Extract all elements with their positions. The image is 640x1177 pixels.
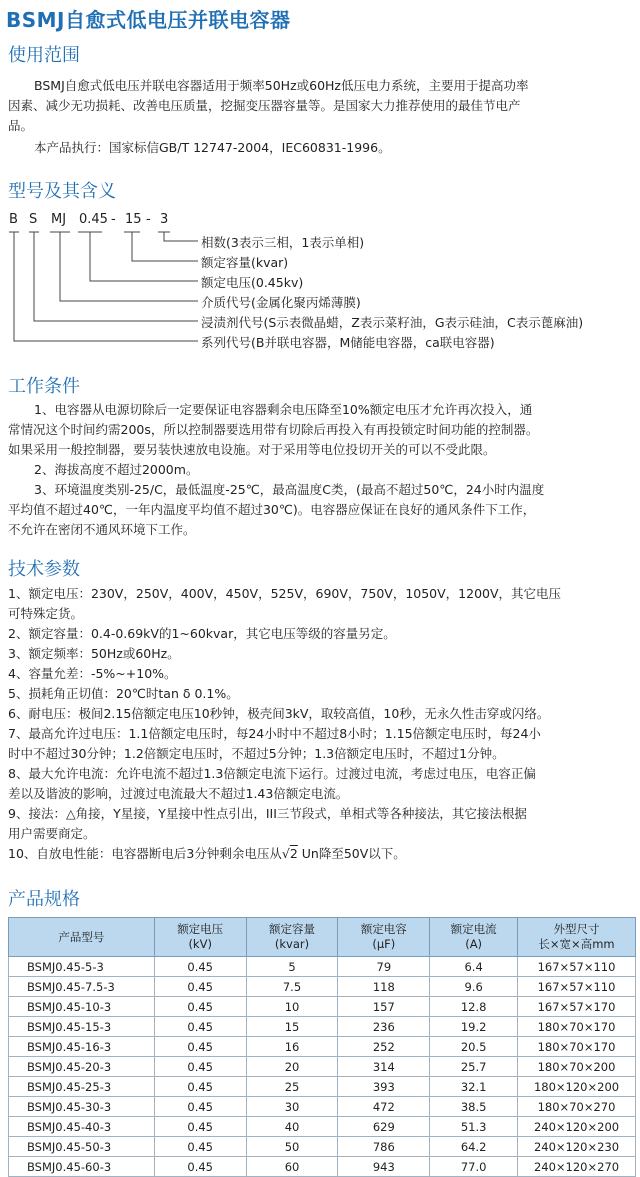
cell-voltage: 0.45 <box>154 1097 246 1117</box>
cell-current: 25.7 <box>430 1057 518 1077</box>
cell-dimensions: 240×120×270 <box>518 1157 636 1177</box>
tech-line-10 <box>8 844 636 864</box>
table-row <box>9 977 636 997</box>
cell-capacitance: 629 <box>338 1117 430 1137</box>
code-part-phase: 3 <box>160 212 169 227</box>
cell-voltage: 0.45 <box>154 1137 246 1157</box>
cell-dimensions: 240×120×200 <box>518 1117 636 1137</box>
cell-model: BSMJ0.45-10-3 <box>9 997 155 1017</box>
conditions-line: 1、电容器从电源切除后一定要保证电容器剩余电压降至10%额定电压才允许再次投入，通 <box>34 402 533 417</box>
conditions-line: 平均值不超过40℃，一年内温度平均值不超过30℃)。电容器应保证在良好的通风条件下工作， <box>8 502 536 517</box>
cell-current: 12.8 <box>430 997 518 1017</box>
header-current-label: 额定电流 <box>450 922 497 936</box>
header-dimensions-label: 外型尺寸 <box>553 922 600 936</box>
header-voltage <box>154 918 246 957</box>
cell-capacity: 30 <box>246 1097 338 1117</box>
table-row <box>9 1057 636 1077</box>
cell-capacitance: 252 <box>338 1037 430 1057</box>
cell-capacitance: 157 <box>338 997 430 1017</box>
usage-line: BSMJ自愈式低电压并联电容器适用于频率50Hz或60Hz低压电力系统，主要用于提高功率 <box>34 78 529 93</box>
header-dimensions-unit: 长×宽×高mm <box>538 937 615 951</box>
cell-voltage: 0.45 <box>154 957 246 977</box>
cell-dimensions: 240×120×230 <box>518 1137 636 1157</box>
cell-capacitance: 786 <box>338 1137 430 1157</box>
cell-capacity: 40 <box>246 1117 338 1137</box>
cell-dimensions: 180×70×200 <box>518 1057 636 1077</box>
tech-line: 2、额定容量：0.4-0.69kV的1~60kvar，其它电压等级的容量另定。 <box>8 626 396 641</box>
tech-line-10-prefix: 10、自放电性能：电容器断电后3分钟剩余电压从 <box>8 846 282 861</box>
cell-dimensions: 167×57×110 <box>518 957 636 977</box>
tech-line: 4、容量允差：-5%~+10%。 <box>8 666 177 681</box>
header-model <box>9 918 155 957</box>
cell-current: 64.2 <box>430 1137 518 1157</box>
cell-model: BSMJ0.45-60-3 <box>9 1157 155 1177</box>
code-part-dielectric: MJ <box>51 212 67 227</box>
table-row <box>9 1097 636 1117</box>
cell-capacity: 50 <box>246 1137 338 1157</box>
cell-model: BSMJ0.45-30-3 <box>9 1097 155 1117</box>
model-diagram <box>0 205 640 355</box>
cell-dimensions: 180×70×270 <box>518 1097 636 1117</box>
label-dielectric: 介质代号(金属化聚丙烯薄膜) <box>201 295 361 310</box>
spec-header-row <box>9 918 636 957</box>
table-row <box>9 997 636 1017</box>
tech-line: 6、耐电压：极间2.15倍额定电压10秒钟，极壳间3kV，取较高值，10秒，无永久性击穿或闪络。 <box>8 706 550 721</box>
cell-voltage: 0.45 <box>154 1117 246 1137</box>
tech-line: 1、额定电压：230V，250V，400V，450V，525V，690V，750V，1050V，1200V，其它电压 <box>8 586 562 601</box>
cell-capacity: 16 <box>246 1037 338 1057</box>
cell-model: BSMJ0.45-25-3 <box>9 1077 155 1097</box>
tech-line: 差以及谐波的影响，过渡过电流最大不超过1.43倍额定电流。 <box>8 786 349 801</box>
cell-capacity: 10 <box>246 997 338 1017</box>
conditions-heading: 工作条件 <box>8 376 80 397</box>
cell-capacitance: 943 <box>338 1157 430 1177</box>
cell-model: BSMJ0.45-16-3 <box>9 1037 155 1057</box>
cell-current: 9.6 <box>430 977 518 997</box>
usage-paragraph <box>8 76 636 158</box>
cell-current: 6.4 <box>430 957 518 977</box>
sqrt-radicand: 2 <box>289 846 298 861</box>
tech-heading: 技术参数 <box>8 559 80 580</box>
cell-capacitance: 393 <box>338 1077 430 1097</box>
cell-voltage: 0.45 <box>154 1037 246 1057</box>
conditions-paragraph <box>8 400 636 540</box>
tech-line: 9、接法：△角接，Y星接，Y星接中性点引出，III三节段式，单相式等各种接法，其它接法根据 <box>8 806 527 821</box>
table-row <box>9 1037 636 1057</box>
tech-line: 可特殊定货。 <box>8 606 84 621</box>
cell-capacitance: 236 <box>338 1017 430 1037</box>
code-part-dash: - <box>111 212 116 227</box>
cell-voltage: 0.45 <box>154 977 246 997</box>
header-voltage-label: 额定电压 <box>177 922 224 936</box>
cell-capacitance: 472 <box>338 1097 430 1117</box>
code-part-impregnant: S <box>29 212 38 227</box>
tech-paragraph <box>8 584 636 864</box>
header-current-unit: (A) <box>465 937 483 951</box>
label-capacity: 额定容量(kvar) <box>201 255 289 270</box>
cell-capacity: 15 <box>246 1017 338 1037</box>
conditions-line: 3、环境温度类别-25/C，最低温度-25℃，最高温度C类，(最高不超过50℃，24小时内温度 <box>34 482 545 497</box>
table-row <box>9 1117 636 1137</box>
usage-line: 品。 <box>8 118 34 133</box>
code-part-capacity: 15 <box>125 212 142 227</box>
cell-current: 32.1 <box>430 1077 518 1097</box>
page-title: BSMJ自愈式低电压并联电容器 <box>6 8 291 32</box>
tech-line: 8、最大允许电流：允许电流不超过1.3倍额定电流下运行。过渡过电流，考虑过电压，电容正偏 <box>8 766 536 781</box>
cell-dimensions: 180×120×200 <box>518 1077 636 1097</box>
label-impregnant: 浸渍剂代号(S示表微晶蜡，Z表示菜籽油，G表示硅油，C表示蓖麻油) <box>201 315 584 330</box>
conditions-line: 常情况这个时间约需200s，所以控制器要选用带有切除后再投入有再投锁定时间功能的控制器。 <box>8 422 539 437</box>
header-capacitance-unit: (μF) <box>372 937 396 951</box>
cell-model: BSMJ0.45-15-3 <box>9 1017 155 1037</box>
sqrt-symbol: √2 <box>281 846 298 861</box>
tech-line: 5、损耗角正切值：20℃时tan δ 0.1%。 <box>8 686 239 701</box>
cell-dimensions: 167×57×170 <box>518 997 636 1017</box>
table-row <box>9 957 636 977</box>
usage-line: 因素、减少无功损耗、改善电压质量，挖掘变压器容量等。是国家大力推荐使用的最佳节电产 <box>8 98 521 113</box>
cell-current: 19.2 <box>430 1017 518 1037</box>
cell-current: 20.5 <box>430 1037 518 1057</box>
tech-line: 时中不超过30分钟；1.2倍额定电压时，不超过5分钟；1.3倍额定电压时，不超过1分钟。 <box>8 746 505 761</box>
spec-heading: 产品规格 <box>8 889 80 910</box>
tech-line: 用户需要商定。 <box>8 826 96 841</box>
cell-voltage: 0.45 <box>154 997 246 1017</box>
tech-line-10-suffix: Un降至50V以下。 <box>297 846 406 861</box>
header-dimensions <box>518 918 636 957</box>
spec-table-body <box>9 957 636 1177</box>
header-capacity-unit: (kvar) <box>274 937 310 951</box>
conditions-line: 如果采用一般控制器，要另装快速放电设施。对于采用等电位投切开关的可以不受此限。 <box>8 442 496 457</box>
header-model-label: 产品型号 <box>58 929 105 944</box>
usage-heading: 使用范围 <box>8 45 80 66</box>
header-voltage-unit: (kV) <box>188 937 212 951</box>
header-capacity <box>246 918 338 957</box>
header-current <box>430 918 518 957</box>
cell-capacity: 7.5 <box>246 977 338 997</box>
cell-dimensions: 180×70×170 <box>518 1017 636 1037</box>
table-row <box>9 1157 636 1177</box>
tech-line: 7、最高允许过电压：1.1倍额定电压时，每24小时中不超过8小时；1.15倍额定电压时，每24小 <box>8 726 541 741</box>
cell-voltage: 0.45 <box>154 1077 246 1097</box>
cell-model: BSMJ0.45-5-3 <box>9 957 155 977</box>
cell-dimensions: 167×57×110 <box>518 977 636 997</box>
conditions-line: 2、海拔高度不超过2000m。 <box>34 462 199 477</box>
cell-dimensions: 180×70×170 <box>518 1037 636 1057</box>
cell-capacitance: 79 <box>338 957 430 977</box>
cell-capacity: 25 <box>246 1077 338 1097</box>
table-row <box>9 1017 636 1037</box>
cell-capacity: 20 <box>246 1057 338 1077</box>
spec-table <box>8 917 636 1177</box>
tech-line: 3、额定频率：50Hz或60Hz。 <box>8 646 180 661</box>
cell-model: BSMJ0.45-20-3 <box>9 1057 155 1077</box>
cell-voltage: 0.45 <box>154 1157 246 1177</box>
header-capacitance-label: 额定电容 <box>360 922 407 936</box>
label-phase: 相数(3表示三相，1表示单相) <box>201 235 365 250</box>
cell-capacity: 60 <box>246 1157 338 1177</box>
header-capacitance <box>338 918 430 957</box>
cell-capacitance: 314 <box>338 1057 430 1077</box>
code-part-dash: - <box>146 212 151 227</box>
cell-current: 38.5 <box>430 1097 518 1117</box>
table-row <box>9 1077 636 1097</box>
code-part-series: B <box>9 212 18 227</box>
conditions-line: 不允许在密闭不通风环境下工作。 <box>8 522 196 537</box>
cell-model: BSMJ0.45-50-3 <box>9 1137 155 1157</box>
code-part-voltage: 0.45 <box>79 212 108 227</box>
usage-standard: 本产品执行：国家标信GB/T 12747-2004，IEC60831-1996。 <box>34 140 391 155</box>
cell-model: BSMJ0.45-40-3 <box>9 1117 155 1137</box>
cell-voltage: 0.45 <box>154 1017 246 1037</box>
table-row <box>9 1137 636 1157</box>
cell-capacitance: 118 <box>338 977 430 997</box>
label-series: 系列代号(B并联电容器，M储能电容器，ca联电容器) <box>201 335 495 350</box>
cell-current: 51.3 <box>430 1117 518 1137</box>
cell-voltage: 0.45 <box>154 1057 246 1077</box>
header-capacity-label: 额定容量 <box>269 922 315 936</box>
cell-model: BSMJ0.45-7.5-3 <box>9 977 155 997</box>
cell-current: 77.0 <box>430 1157 518 1177</box>
label-voltage: 额定电压(0.45kv) <box>201 275 304 290</box>
cell-capacity: 5 <box>246 957 338 977</box>
model-heading: 型号及其含义 <box>8 181 116 202</box>
